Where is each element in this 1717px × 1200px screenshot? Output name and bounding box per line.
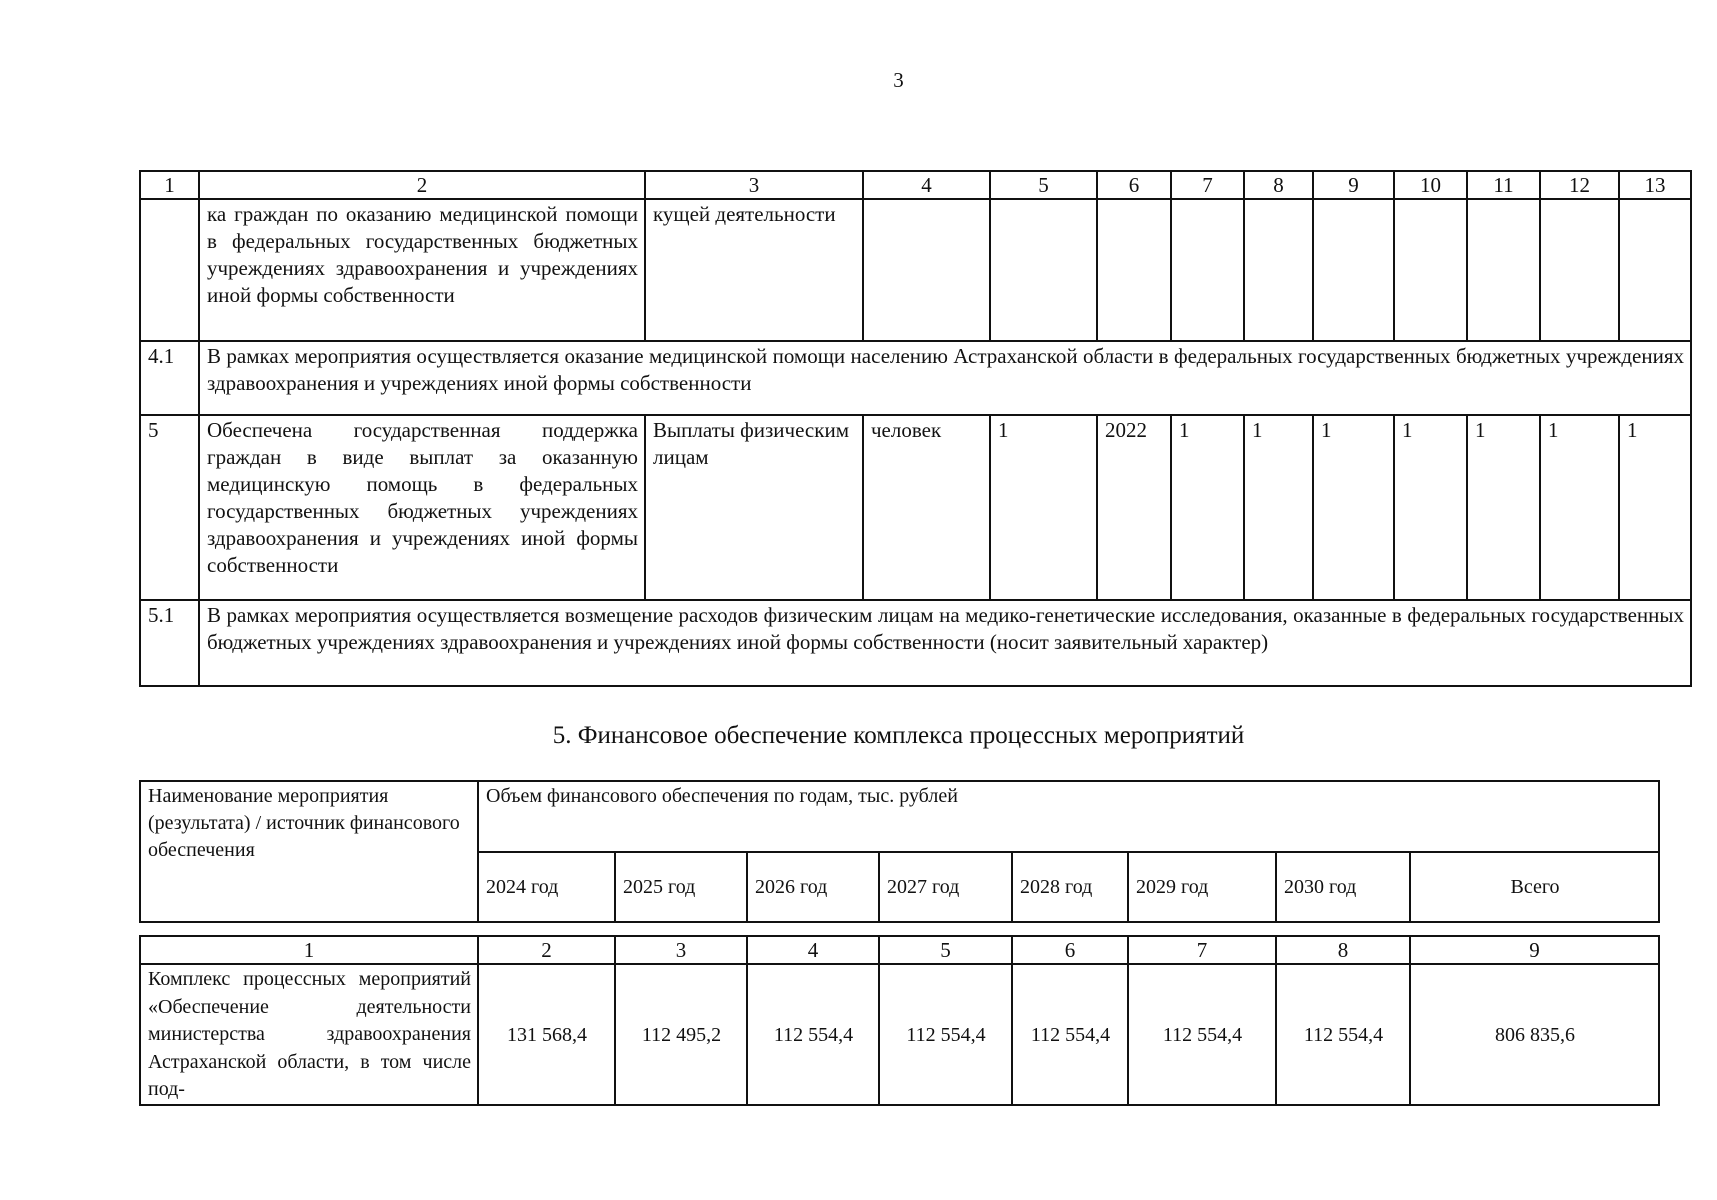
table-header-row [140, 781, 1659, 852]
amount-cell: 112 495,2 [615, 964, 747, 1105]
row-number: 4.1 [140, 341, 199, 415]
column-number: 4 [747, 936, 879, 964]
table-row [140, 199, 1691, 341]
volume-header: Объем финансового обеспечения по годам, тыс. рублей [478, 781, 1659, 852]
table-cell [1467, 199, 1540, 341]
table-cell [1244, 199, 1313, 341]
value-cell: 1 [1171, 415, 1244, 600]
column-number: 2 [199, 171, 645, 199]
table-cell [1540, 199, 1619, 341]
year-header: 2025 год [615, 852, 747, 922]
column-number: 10 [1394, 171, 1467, 199]
activity-name-cell: Комплекс процессных мероприятий «Обеспечение деятельности министерства здравоохранения Астраханской области, в том числе под- [140, 964, 478, 1105]
column-number: 5 [990, 171, 1097, 199]
column-number: 12 [1540, 171, 1619, 199]
table-cell [140, 199, 199, 341]
result-type-cell: Выплаты физическим лицам [645, 415, 863, 600]
year-header: 2029 год [1128, 852, 1276, 922]
amount-cell: 112 554,4 [747, 964, 879, 1105]
column-number: 7 [1128, 936, 1276, 964]
table-row [140, 341, 1691, 415]
table-cell [1619, 199, 1691, 341]
table-row [140, 415, 1691, 600]
column-number: 3 [615, 936, 747, 964]
value-cell: 1 [1619, 415, 1691, 600]
table-header-row [140, 171, 1691, 199]
target-table [139, 170, 1692, 687]
value-cell: 1 [1467, 415, 1540, 600]
amount-cell: 112 554,4 [1276, 964, 1410, 1105]
finance-header-table [139, 780, 1660, 923]
year-header: 2024 год [478, 852, 615, 922]
column-number: 5 [879, 936, 1012, 964]
amount-cell: 112 554,4 [1012, 964, 1128, 1105]
base-value-cell: 1 [990, 415, 1097, 600]
table-cell [1171, 199, 1244, 341]
table-cell [990, 199, 1097, 341]
table-header-row [140, 936, 1659, 964]
row-number: 5 [140, 415, 199, 600]
column-number: 7 [1171, 171, 1244, 199]
column-number: 13 [1619, 171, 1691, 199]
value-cell: 1 [1394, 415, 1467, 600]
base-year-cell: 2022 [1097, 415, 1171, 600]
result-type-cell: кущей деятельности [645, 199, 863, 341]
description-cell: В рамках мероприятия осуществляется оказание медицинской помощи населению Астраханской области в федеральных государственных бюджетных учреждениях здравоохранения и учреждениях иной формы собственности [199, 341, 1691, 415]
description-cell: В рамках мероприятия осуществляется возмещение расходов физическим лицам на медико-генетические исследования, оказанные в федеральных государственных бюджетных учреждениях здравоохранения и учреждениях иной формы собственности (носит заявительный характер) [199, 600, 1691, 686]
table-row [140, 964, 1659, 1105]
value-cell: 1 [1244, 415, 1313, 600]
table-cell [1313, 199, 1394, 341]
column-number: 9 [1313, 171, 1394, 199]
column-number: 1 [140, 171, 199, 199]
result-name-cell: ка граждан по оказанию медицинской помощи в федеральных государственных бюджетных учреждениях здравоохранения и учреждениях иной формы собственности [199, 199, 645, 341]
column-number: 3 [645, 171, 863, 199]
table-row [140, 600, 1691, 686]
column-number: 6 [1097, 171, 1171, 199]
activity-name-header: Наименование мероприятия (результата) / источник финансового обеспечения [140, 781, 478, 922]
column-number: 8 [1276, 936, 1410, 964]
year-header: 2028 год [1012, 852, 1128, 922]
column-number: 6 [1012, 936, 1128, 964]
column-number: 9 [1410, 936, 1659, 964]
year-header: 2027 год [879, 852, 1012, 922]
table-cell [863, 199, 990, 341]
column-number: 8 [1244, 171, 1313, 199]
amount-cell: 131 568,4 [478, 964, 615, 1105]
page-number: 3 [893, 68, 904, 92]
column-number: 2 [478, 936, 615, 964]
total-amount-cell: 806 835,6 [1410, 964, 1659, 1105]
value-cell: 1 [1540, 415, 1619, 600]
amount-cell: 112 554,4 [879, 964, 1012, 1105]
year-header: 2026 год [747, 852, 879, 922]
column-number: 11 [1467, 171, 1540, 199]
amount-cell: 112 554,4 [1128, 964, 1276, 1105]
row-number: 5.1 [140, 600, 199, 686]
unit-cell: человек [863, 415, 990, 600]
table-cell [1394, 199, 1467, 341]
section-title: 5. Финансовое обеспечение комплекса процессных мероприятий [552, 722, 1245, 749]
result-name-cell: Обеспечена государственная поддержка граждан в виде выплат за оказанную медицинскую помощь в федеральных государственных бюджетных учреждениях здравоохранения и учреждениях иной формы собственности [199, 415, 645, 600]
value-cell: 1 [1313, 415, 1394, 600]
column-number: 4 [863, 171, 990, 199]
finance-table [139, 935, 1660, 1106]
table-cell [1097, 199, 1171, 341]
column-number: 1 [140, 936, 478, 964]
total-header: Всего [1410, 852, 1659, 922]
year-header: 2030 год [1276, 852, 1410, 922]
